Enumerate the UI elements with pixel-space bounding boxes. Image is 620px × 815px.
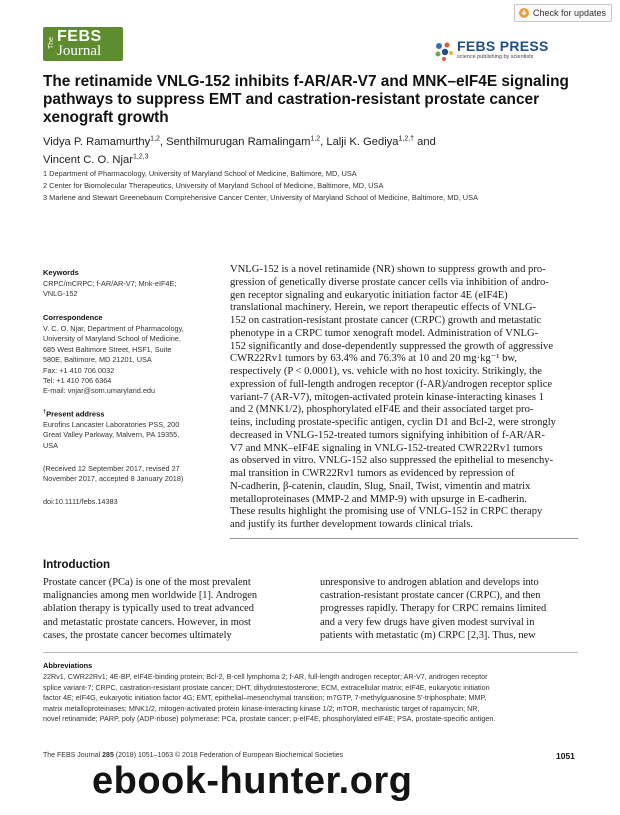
journal-logo xyxy=(43,27,123,61)
febs-press-dots-icon xyxy=(433,40,455,62)
logo-journal: Journal xyxy=(57,43,102,59)
received-dates: (Received 12 September 2017, revised 27 November 2017, accepted 8 January 2018) xyxy=(43,464,184,484)
logo-febs: FEBS xyxy=(57,28,102,45)
doi-link[interactable]: doi:10.1111/febs.14383 xyxy=(43,497,118,506)
publisher-name: FEBS PRESS xyxy=(457,38,549,54)
abbreviations: 22Rv1, CWR22Rv1; 4E-BP, eIF4E-binding protein; Bcl-2, B-cell lymphoma 2; f-AR, full-length androgen receptor; AR-V7, androgen receptor splice variant-7; CRPC, castration-resistant prostate cancer; DHT, dihydrotestosterone; ECM, extracellular matrix; eIF4E, eukaryotic initiation factor 4E; eIF4G, eukaryotic initiation factor 4G; EMT, epithelial–mesenchymal transition; m7GTP, 7-methylguanosine 5′-triphosphate; MMP, matrix metalloproteinases; MNK1/2, mitogen-activated protein kinase-interacting kinase 1/2; mTOR, mechanistic target of rapamycin; NR, novel retinamide; PARP, poly (ADP-ribose) polymerase; PCa, prostate cancer; p-eIF4E, phosphorylated eIF4E; PSA, prostate-specific antigen. xyxy=(43,672,496,724)
abstract: VNLG-152 is a novel retinamide (NR) shown to suppress growth and pro- gression of genetically diverse prostate cancer cells via inhibition of andro- gen receptor signaling and eukaryotic initiation factor 4E (eIF4E) translational machinery. Herein, we report therapeutic effects of VNLG- 152 on castration-resistant prostate cancer (CRPC) growth and metastatic phenotype in a CRPC tumor xenograft model. Administration of VNLG- 152 significantly and dose-dependently suppressed the growth of aggressive CWR22Rv1 tumors by 63.4% and 76.3% at 10 and 20 mg·kg⁻¹ bw, respectively (P < 0.0001), vs. vehicle with no host toxicity. Strikingly, the expression of full-length androgen receptor (f-AR)/androgen receptor splice variant-7 (AR-V7), mitogen-activated protein kinase-interacting kinases 1 and 2 (MNK1/2), phosphorylated eIF4E and their associated target pro- teins, including prostate-specific antigen, cyclin D1 and Bcl-2, were strongly decreased in VNLG-152-treated tumors signifying inhibition of f-AR/AR- V7 and MNK–eIF4E signaling in VNLG-152-treated CWR22Rv1 tumors as observed in vitro. VNLG-152 also suppressed the epithelial to mesenchy- mal transition in CWR22Rv1 tumors as evidenced by repression of N-cadherin, β-catenin, claudin, Slug, Snail, Twist, vimentin and matrix metalloproteinases (MMP-2 and MMP-9) with upsurge in E-cadherin. These results highlight the promising use of VNLG-152 in CRPC therapy and justify its further development towards clinical trials. xyxy=(230,264,556,530)
publisher-logo xyxy=(433,38,568,64)
affiliation: 3 Marlene and Stewart Greenebaum Comprehensive Cancer Center, University of Maryland School of Medicine, Baltimore, MD, USA xyxy=(43,193,479,202)
article-title: The retinamide VNLG-152 inhibits f-AR/AR-V7 and MNK–eIF4E signaling pathways to suppress EMT and castration-resistant prostate cancer xenograft growth xyxy=(43,73,569,126)
section-heading: Introduction xyxy=(43,559,111,571)
present-address-heading: †Present address xyxy=(43,409,105,419)
intro-column-left: Prostate cancer (PCa) is one of the most prevalent malignancies among men worldwide [1]. Androgen ablation therapy is typically used to treat advanced and metastatic prostate cancers. However, in most cases, the prostate cancer becomes ultimately xyxy=(43,577,258,641)
author-list xyxy=(43,131,583,168)
author: Lalji K. Gediya$^{1,2,\dagger}$ and xyxy=(326,135,436,148)
affiliation: 1 Department of Pharmacology, University of Maryland School of Medicine, Baltimore, MD, USA xyxy=(43,169,357,178)
publisher-tagline: science publishing by scientists xyxy=(457,54,534,60)
check-for-updates-button[interactable] xyxy=(514,4,612,22)
affiliation: 2 Center for Biomolecular Therapeutics, University of Maryland School of Medicine, Baltimore, MD, USA xyxy=(43,181,384,190)
logo-the: The xyxy=(48,36,55,49)
author: Vincent C. O. Njar$^{1,2,3}$ xyxy=(43,153,149,167)
update-icon xyxy=(518,7,530,19)
email-link[interactable]: E-mail: vnjar@som.umaryland.edu xyxy=(43,386,156,396)
watermark: ebook-hunter.org xyxy=(92,760,413,802)
intro-column-right: unresponsive to androgen ablation and develops into castration-resistant prostate cancer (CRPC), and then progresses rapidly. Therapy for CRPC remains limited and a very few drugs have given modest survival in patients with metastatic (m) CRPC [2,3]. Thus, new xyxy=(320,577,547,641)
keywords: CRPC/mCRPC; f-AR/AR-V7; Mnk-eIF4E; VNLG-152 xyxy=(43,279,177,299)
keywords-heading: Keywords xyxy=(43,268,79,277)
page-number: 1051 xyxy=(556,751,575,761)
correspondence-heading: Correspondence xyxy=(43,313,103,322)
divider xyxy=(230,538,578,539)
present-address: Eurofins Lancaster Laboratories PSS, 200 Great Valley Parkway, Malvern, PA 19355, USA xyxy=(43,420,180,450)
author: Vidya P. Ramamurthy$^{1,2}$, xyxy=(43,135,167,148)
divider xyxy=(43,652,578,653)
page-footer: The FEBS Journal 285 (2018) 1051–1063 © 2018 Federation of European Biochemical Societies xyxy=(43,752,344,759)
check-for-updates-label: Check for updates xyxy=(532,8,606,18)
author: Senthilmurugan Ramalingam$^{1,2}$, xyxy=(166,135,327,148)
correspondence: V. C. O. Njar, Department of Pharmacology, University of Maryland School of Medicine, 685 West Baltimore Street, HSF1, Suite 580E, Baltimore, MD 21201, USA Fax: +1 410 706 0032 Tel: +1 410 706 6364 E-mail: vnjar@som.umaryland.edu xyxy=(43,324,218,397)
abbreviations-heading: Abbreviations xyxy=(43,661,93,670)
